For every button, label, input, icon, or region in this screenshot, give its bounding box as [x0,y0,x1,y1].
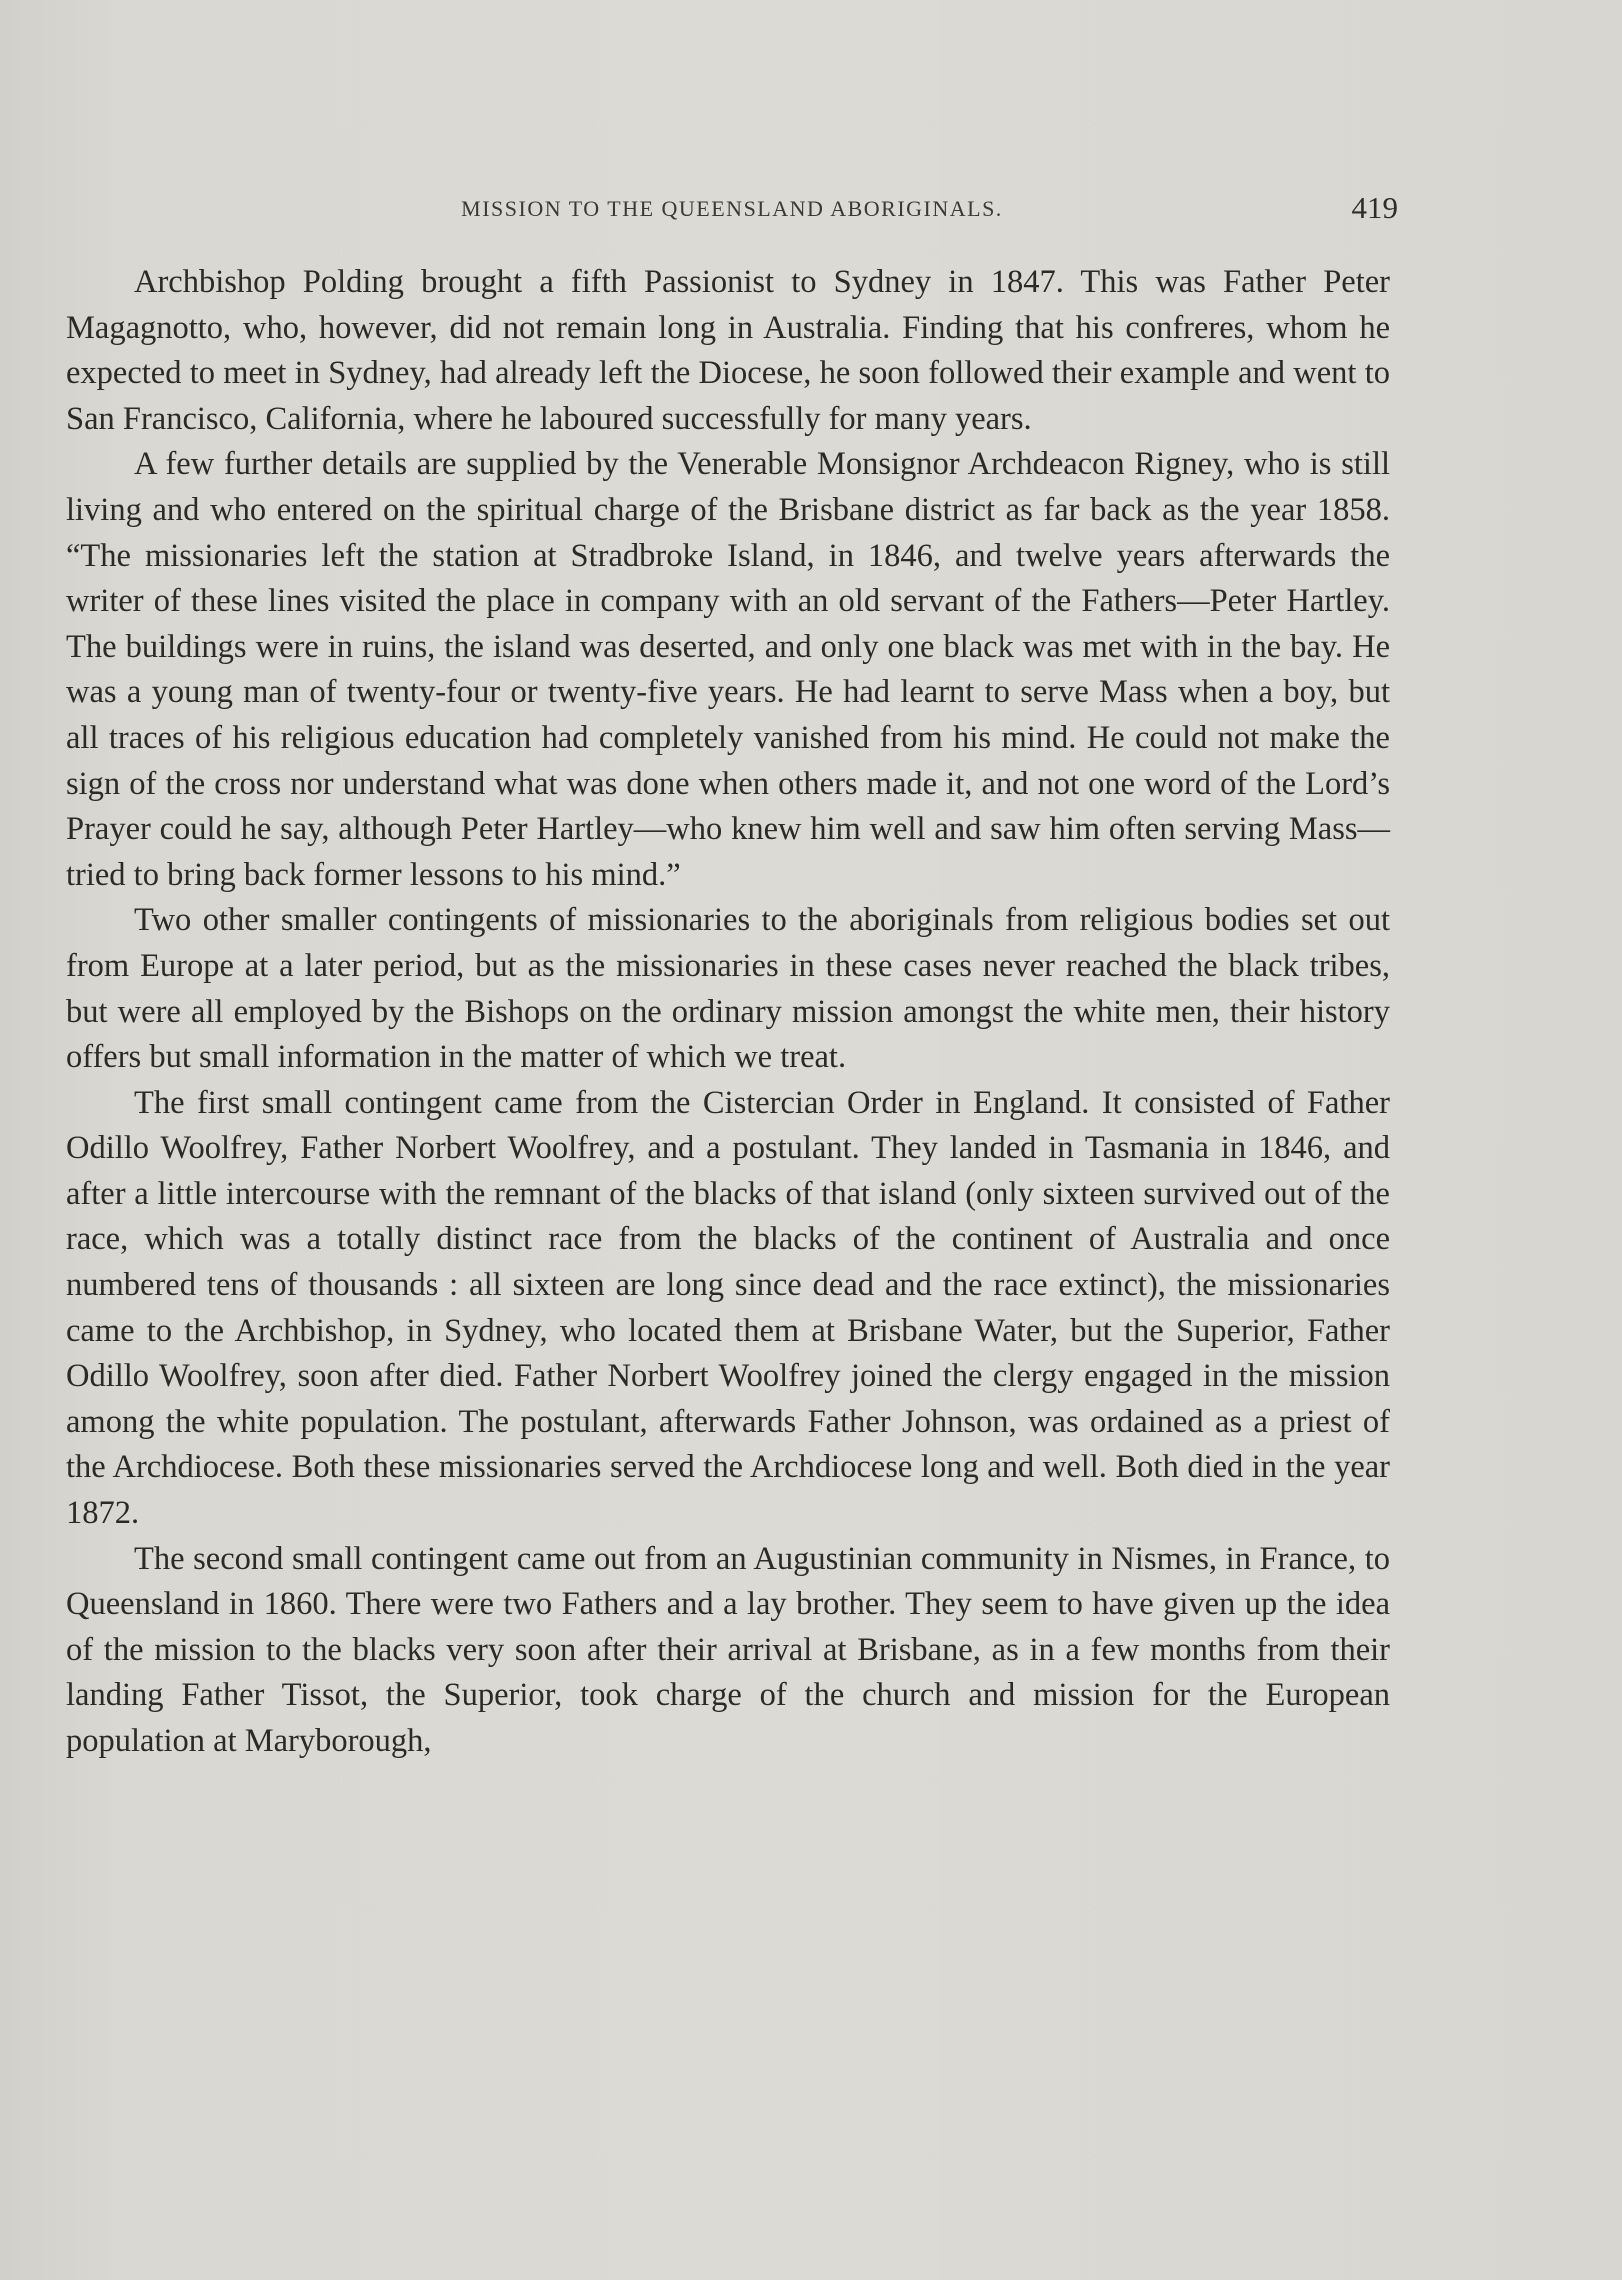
running-header [66,190,1398,230]
running-title: MISSION TO THE QUEENSLAND ABORIGINALS. [461,196,1003,221]
page-number: 419 [1351,190,1398,225]
body-text [66,260,1390,1765]
paragraph-3: Two other smaller contingents of missionaries to the aboriginals from religious bodies set out from Europe at a later period, but as the missionaries in these cases never reached the black tribes, but were all employed by the Bishops on the ordinary mission amongst the white men, their history offers but small information in the matter of which we treat. [66,902,1390,1076]
paragraph-5: The second small contingent came out from an Augustinian community in Nismes, in France, to Queensland in 1860. There were two Fathers and a lay brother. They seem to have given up the idea of the mission to the blacks very soon after their arrival at Brisbane, as in a few months from their landing Father Tissot, the Superior, took charge of the church and mission for the European population at Maryborough, [66,1540,1390,1759]
paragraph-2: A few further details are supplied by the Venerable Monsignor Archdeacon Rigney, who is still living and who entered on the spiritual charge of the Brisbane district as far back as the year 1858. “The missionaries left the station at Stradbroke Island, in 1846, and twelve years afterwards the writer of these lines visited the place in company with an old servant of the Fathers—Peter Hartley. The buildings were in ruins, the island was deserted, and only one black was met with in the bay. He was a young man of twenty-four or twenty-five years. He had learnt to serve Mass when a boy, but all traces of his religious education had completely vanished from his mind. He could not make the sign of the cross nor understand what was done when others made it, and not one word of the Lord’s Prayer could he say, although Peter Hartley—who knew him well and saw him often serving Mass—tried to bring back former lessons to his mind.” [66,446,1390,893]
paragraph-4: The first small contingent came from the Cistercian Order in England. It consisted of Father Odillo Woolfrey, Father Norbert Woolfrey, and a postulant. They landed in Tasmania in 1846, and after a little intercourse with the remnant of the blacks of that island (only sixteen survived out of the race, which was a totally distinct race from the blacks of the continent of Australia and once numbered tens of thousands : all sixteen are long since dead and the race extinct), the missionaries came to the Archbishop, in Sydney, who located them at Brisbane Water, but the Superior, Father Odillo Woolfrey, soon after died. Father Norbert Woolfrey joined the clergy engaged in the mission among the white population. The postulant, afterwards Father Johnson, was ordained as a priest of the Archdiocese. Both these missionaries served the Archdiocese long and well. Both died in the year 1872. [66,1084,1390,1532]
paragraph-1: Archbishop Polding brought a fifth Passionist to Sydney in 1847. This was Father Peter Magagnotto, who, however, did not remain long in Australia. Finding that his confreres, whom he expected to meet in Sydney, had already left the Diocese, he soon followed their example and went to San Francisco, California, where he laboured successfully for many years. [66,264,1390,437]
